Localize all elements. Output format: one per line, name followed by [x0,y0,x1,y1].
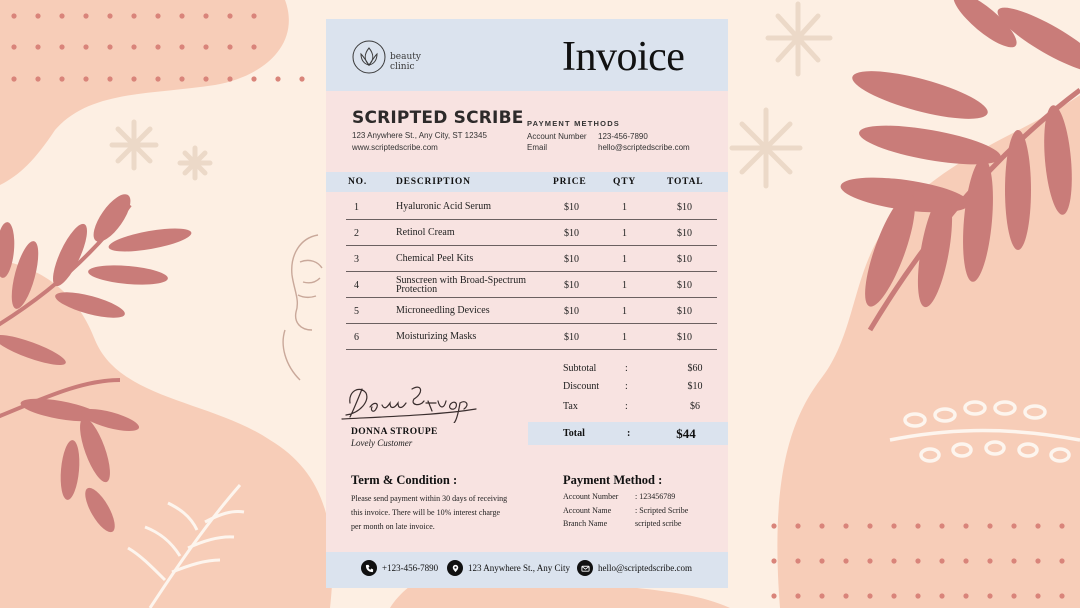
row-price: $10 [564,227,579,239]
row-total: $10 [677,331,692,343]
row-total: $10 [677,279,692,291]
table-row [346,246,717,272]
discount-colon: : [625,381,628,392]
payment-method-title: Payment Method : [563,473,663,487]
terms-text: Please send payment within 30 days of receiving this invoice. There will be 10% interest charge per month on late invoice. [351,494,508,531]
footer-email [577,560,692,576]
invoice-title: Invoice [562,34,685,80]
payment-email-row [527,143,690,152]
account-name-label: Account Name [563,506,612,515]
company-address: 123 Anywhere St., Any City, ST 12345 [352,131,487,140]
footer-address [447,560,570,576]
row-description: Microneedling Devices [396,305,490,317]
branch-name-row [563,519,681,528]
account-number-value: : 123456789 [635,492,676,501]
col-no-header: NO. [348,177,368,187]
discount-value: $10 [687,381,703,392]
row-total: $10 [677,253,692,265]
customer-role: Lovely Customer [351,438,413,448]
invoice-document [326,19,728,588]
account-number-label: Account Number [563,492,619,501]
table-row [346,324,717,350]
payment-account-value: 123-456-7890 [598,132,648,141]
branch-name-value: scripted scribe [635,519,682,528]
brand-line-2: clinic [390,61,415,72]
invoice-header [326,19,728,91]
col-qty-header: QTY [613,177,636,187]
total-label: Total [563,428,585,439]
company-name: SCRIPTED SCRIBE [352,108,524,128]
account-number-row [563,492,675,501]
row-price: $10 [564,253,579,265]
row-qty: 1 [622,227,627,239]
subtotal-colon: : [625,363,628,374]
row-no: 4 [354,279,359,291]
email-icon [577,560,593,576]
row-price: $10 [564,331,579,343]
brand-line-1: beauty [390,52,421,62]
table-row [346,272,717,298]
row-description: Sunscreen with Broad-Spectrum Protection [396,274,526,295]
row-price: $10 [564,279,579,291]
row-no: 1 [354,201,359,213]
total-row [528,422,728,445]
row-qty: 1 [622,253,627,265]
table-header [326,172,728,192]
branch-name-label: Branch Name [563,519,608,528]
account-name-value: : Scripted Scribe [635,506,689,515]
customer-name: DONNA STROUPE [351,427,438,437]
table-row [346,298,717,324]
row-price: $10 [564,201,579,213]
brand-name [390,53,450,72]
row-no: 2 [354,227,359,239]
phone-icon [361,560,377,576]
tax-label: Tax [563,401,578,412]
row-description: Chemical Peel Kits [396,253,474,265]
row-no: 5 [354,305,359,317]
col-description-header: DESCRIPTION [396,177,471,187]
footer-phone-text: +123-456-7890 [382,563,439,573]
company-website: www.scriptedscribe.com [352,143,438,152]
row-price: $10 [564,305,579,317]
lotus-logo-icon [352,40,386,74]
subtotal-label: Subtotal [563,363,597,374]
row-total: $10 [677,227,692,239]
table-row [346,220,717,246]
invoice-footer [326,552,728,588]
row-qty: 1 [622,331,627,343]
row-description: Hyaluronic Acid Serum [396,201,491,213]
tax-colon: : [625,401,628,412]
total-value: $44 [676,426,696,441]
footer-email-text: hello@scriptedscribe.com [598,563,693,573]
tax-value: $6 [690,401,700,412]
col-price-header: PRICE [553,177,587,187]
row-qty: 1 [622,279,627,291]
row-qty: 1 [622,201,627,213]
row-total: $10 [677,201,692,213]
location-pin-icon [447,560,463,576]
terms-title: Term & Condition : [351,473,458,487]
payment-account-row [527,132,648,141]
payment-methods-title: PAYMENT METHODS [527,119,621,128]
footer-phone [361,560,438,576]
customer-signature [340,379,480,423]
row-total: $10 [677,305,692,317]
row-description: Retinol Cream [396,227,455,239]
row-description: Moisturizing Masks [396,331,477,343]
payment-email-label: Email [527,143,548,152]
row-qty: 1 [622,305,627,317]
table-row [346,194,717,220]
row-no: 6 [354,331,359,343]
footer-address-text: 123 Anywhere St., Any City [468,563,571,573]
total-colon: : [627,428,631,439]
payment-email-value: hello@scriptedscribe.com [598,143,690,152]
row-no: 3 [354,253,359,265]
payment-account-label: Account Number [527,132,587,141]
discount-label: Discount [563,381,600,392]
subtotal-value: $60 [687,363,703,374]
col-total-header: TOTAL [667,177,704,187]
account-name-row [563,506,688,515]
